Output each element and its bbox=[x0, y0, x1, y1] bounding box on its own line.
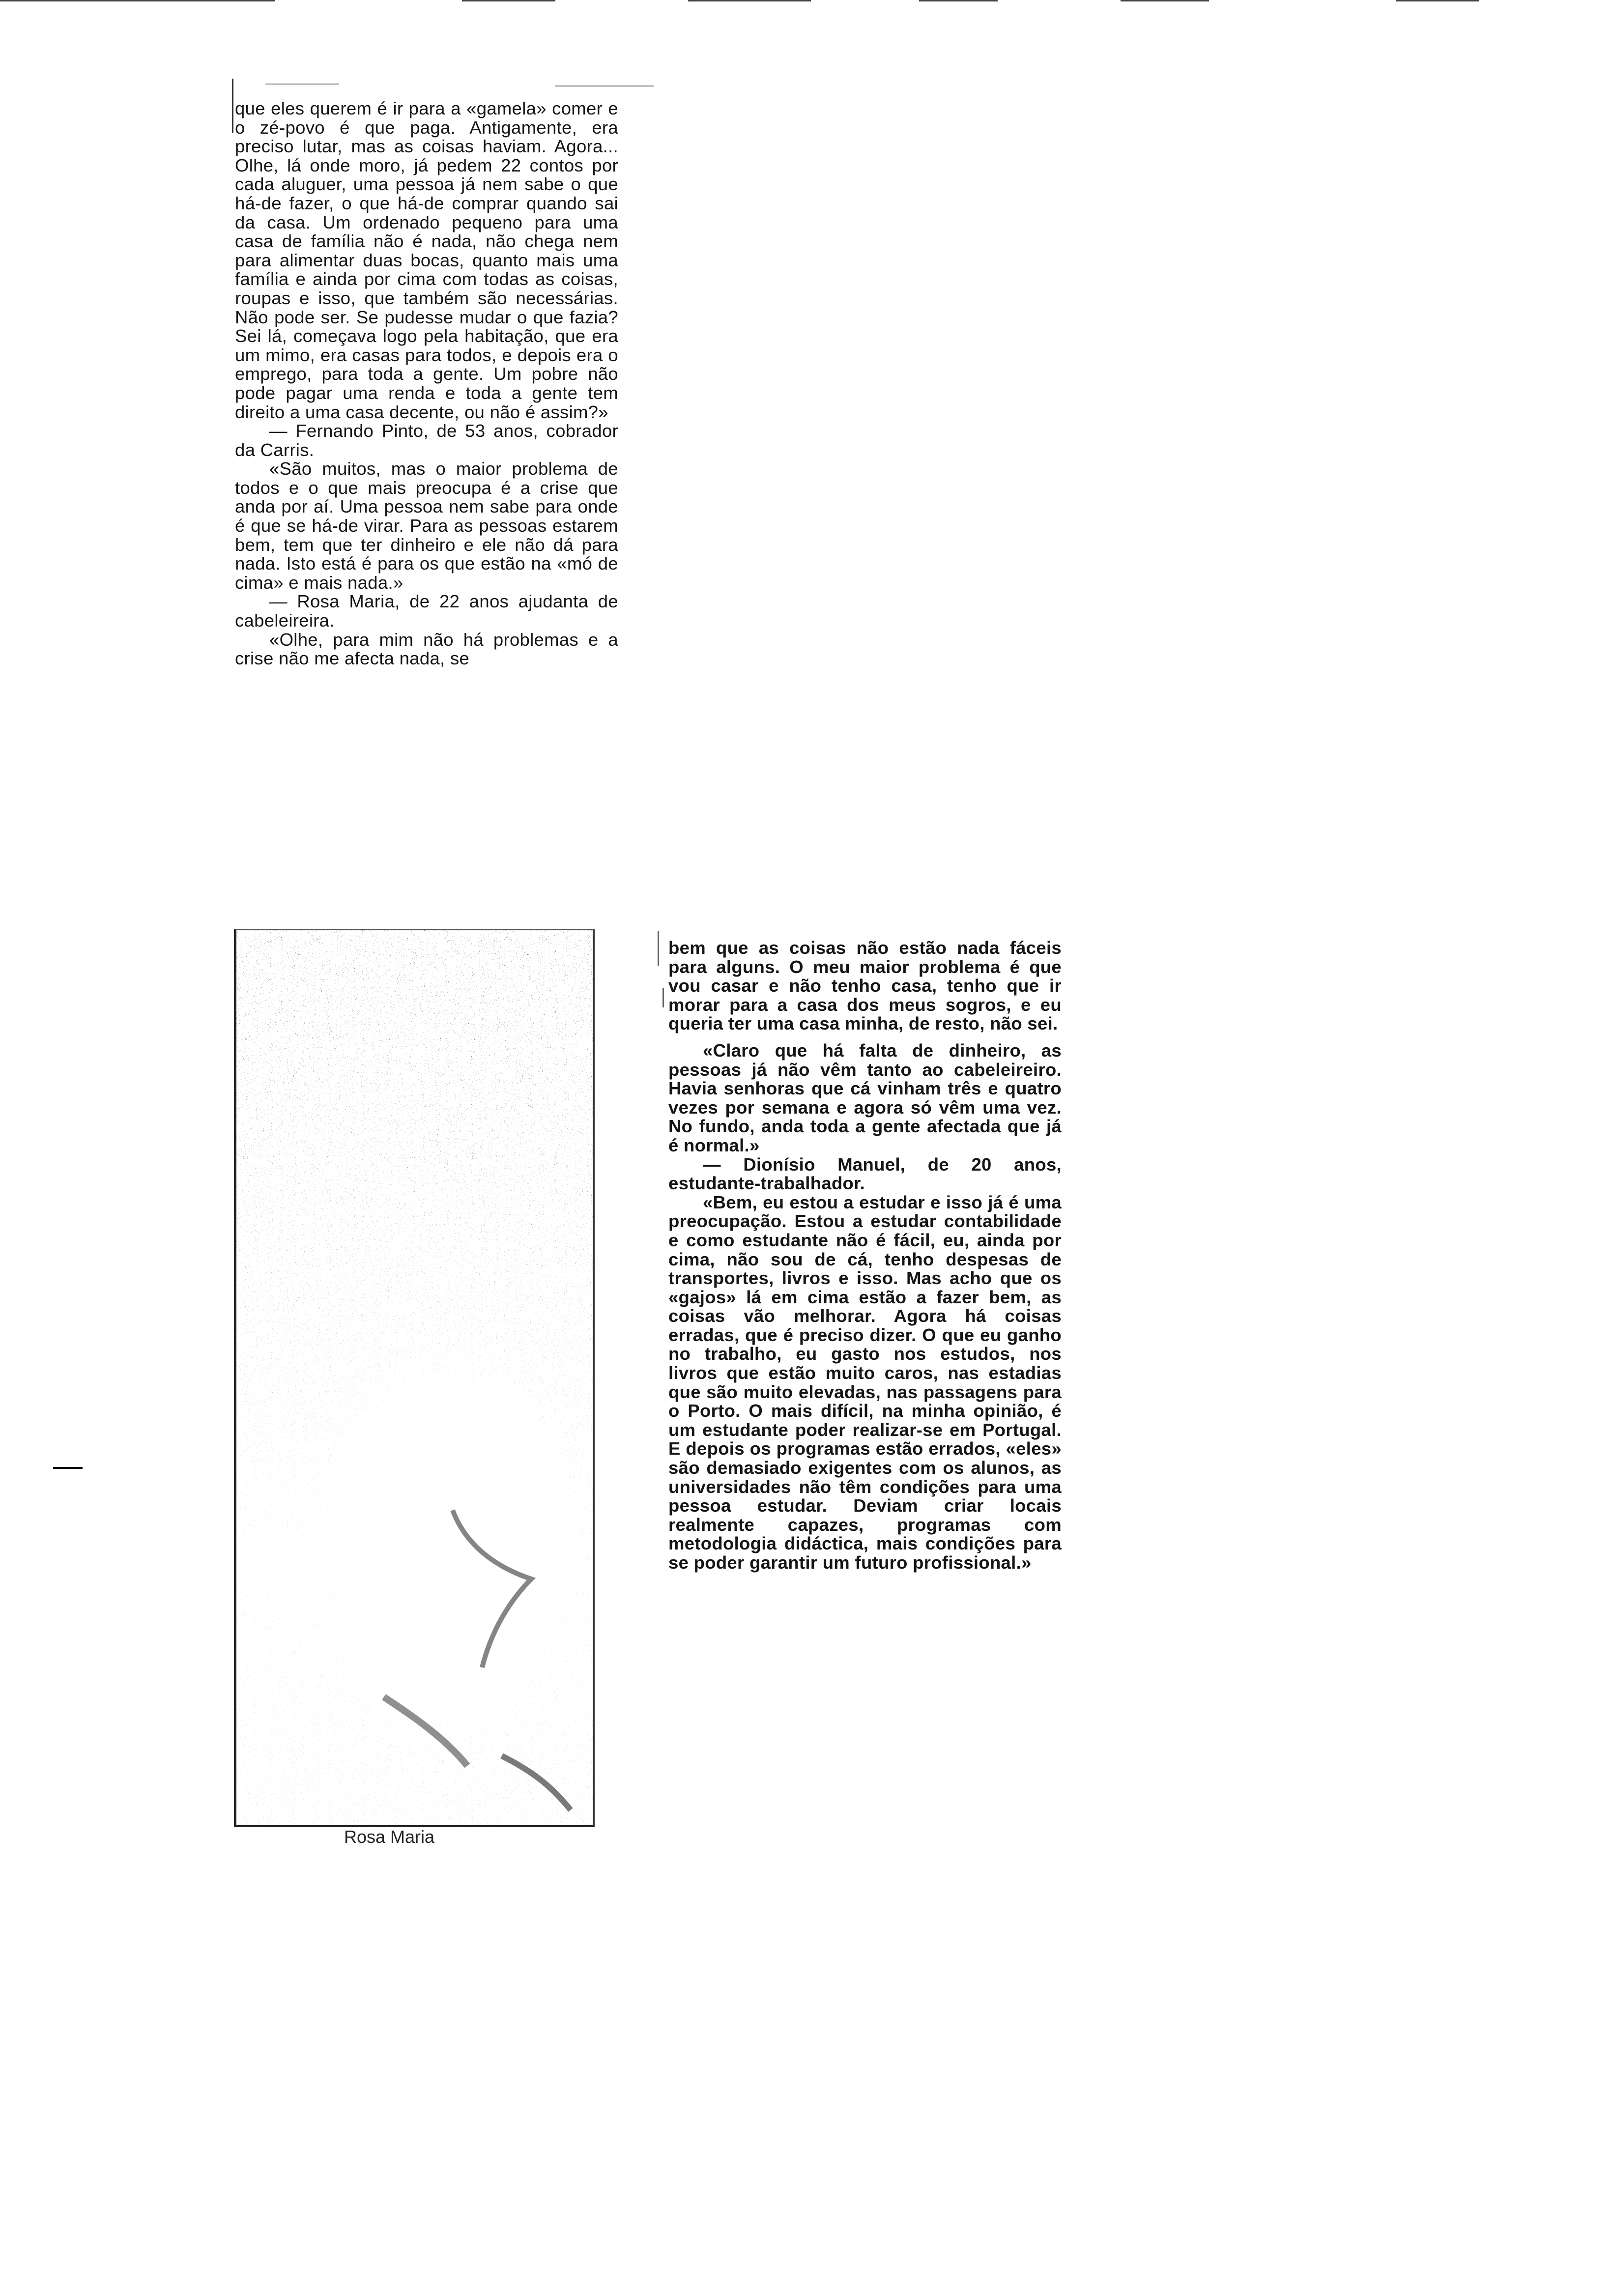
scan-artifact-top-far-right bbox=[1396, 0, 1479, 1]
article-attribution: — Fernando Pinto, de 53 anos, cobrador da Carris. bbox=[235, 421, 618, 460]
clipping-right-edge-mark bbox=[658, 931, 659, 966]
scan-artifact-top-left bbox=[0, 0, 275, 1]
scan-artifact-top-right-2 bbox=[1121, 0, 1209, 1]
clipping-left-edge bbox=[232, 79, 233, 133]
scan-artifact-top-middle-2 bbox=[688, 0, 811, 1]
article-paragraph: «Claro que há falta de dinheiro, as pessoas já não vêm tanto ao cabeleireiro. Havia senhoras que cá vinham três e quatro vezes por semana e agora só vêm uma vez. No fundo, anda toda a gente afectada que já é normal.» bbox=[668, 1040, 1062, 1155]
article-attribution: — Dionísio Manuel, de 20 anos, estudante-trabalhador. bbox=[668, 1154, 1062, 1194]
scan-artifact-top-right bbox=[919, 0, 998, 1]
article-left-column bbox=[235, 99, 618, 668]
photo-caption: Rosa Maria bbox=[344, 1827, 435, 1847]
margin-dash bbox=[53, 1467, 83, 1469]
clipping-right-edge-mark-2 bbox=[662, 988, 664, 1007]
photo-image bbox=[236, 930, 593, 1826]
scan-artifact-top-middle bbox=[462, 0, 555, 1]
article-attribution: — Rosa Maria, de 22 anos ajudanta de cabeleireira. bbox=[235, 591, 618, 631]
article-right-column bbox=[668, 939, 1062, 1573]
article-paragraph: «São muitos, mas o maior problema de todos e o que mais preocupa é a crise que anda por aí. Uma pessoa nem sabe para onde é que se há-de virar. Para as pessoas estarem bem, tem que ter dinheiro e ele não dá para nada. Isto está é para os que estão na «mó de cima» e mais nada.» bbox=[235, 459, 618, 593]
article-paragraph: «Olhe, para mim não há problemas e a crise não me afecta nada, se bbox=[235, 629, 618, 669]
article-paragraph: «Bem, eu estou a estudar e isso já é uma preocupação. Estou a estudar contabilidade e como estudante não é fácil, eu, ainda por cima, não sou de cá, tenho despesas de transportes, livros e isso. Mas acho que os «gajos» lá em cima estão a fazer bem, as coisas vão melhorar. Agora há coisas erradas, que é preciso dizer. O que eu ganho no trabalho, eu gasto nos estudos, nos livros que estão muito caros, nas estadias que são muito elevadas, nas passagens para o Porto. O mais difícil, na minha opinião, é um estudante poder realizar-se em Portugal. E depois os programas estão errados, «eles» são demasiado exigentes com os alunos, as universidades não têm condições para uma pessoa estudar. Deviam criar locais realmente capazes, programas com metodologia didáctica, mais condições para se poder garantir um futuro profissional.» bbox=[668, 1192, 1062, 1573]
article-paragraph: que eles querem é ir para a «gamela» comer e o zé-povo é que paga. Antigamente, era preciso lutar, mas as coisas haviam. Agora... Olhe, lá onde moro, já pedem 22 contos por cada aluguer, uma pessoa já nem sabe o que há-de fazer, o que há-de comprar quando sai da casa. Um ordenado pequeno para uma casa de família não é nada, não chega nem para alimentar duas bocas, quanto mais uma família e ainda por cima com todas as coisas, roupas e isso, que também são necessárias. Não pode ser. Se pudesse mudar o que fazia? Sei lá, começava logo pela habitação, que era um mimo, era casas para todos, e depois era o emprego, para toda a gente. Um pobre não pode pagar uma renda e toda a gente tem direito a uma casa decente, ou não é assim?» bbox=[235, 98, 618, 422]
portrait-photo bbox=[234, 929, 595, 1827]
article-paragraph: bem que as coisas não estão nada fáceis para alguns. O meu maior problema é que vou casar e não tenho casa, tenho que ir morar para a casa dos meus sogros, e eu queria ter uma casa minha, de resto, não sei. bbox=[668, 938, 1062, 1034]
clipping-top-edge bbox=[265, 84, 339, 85]
